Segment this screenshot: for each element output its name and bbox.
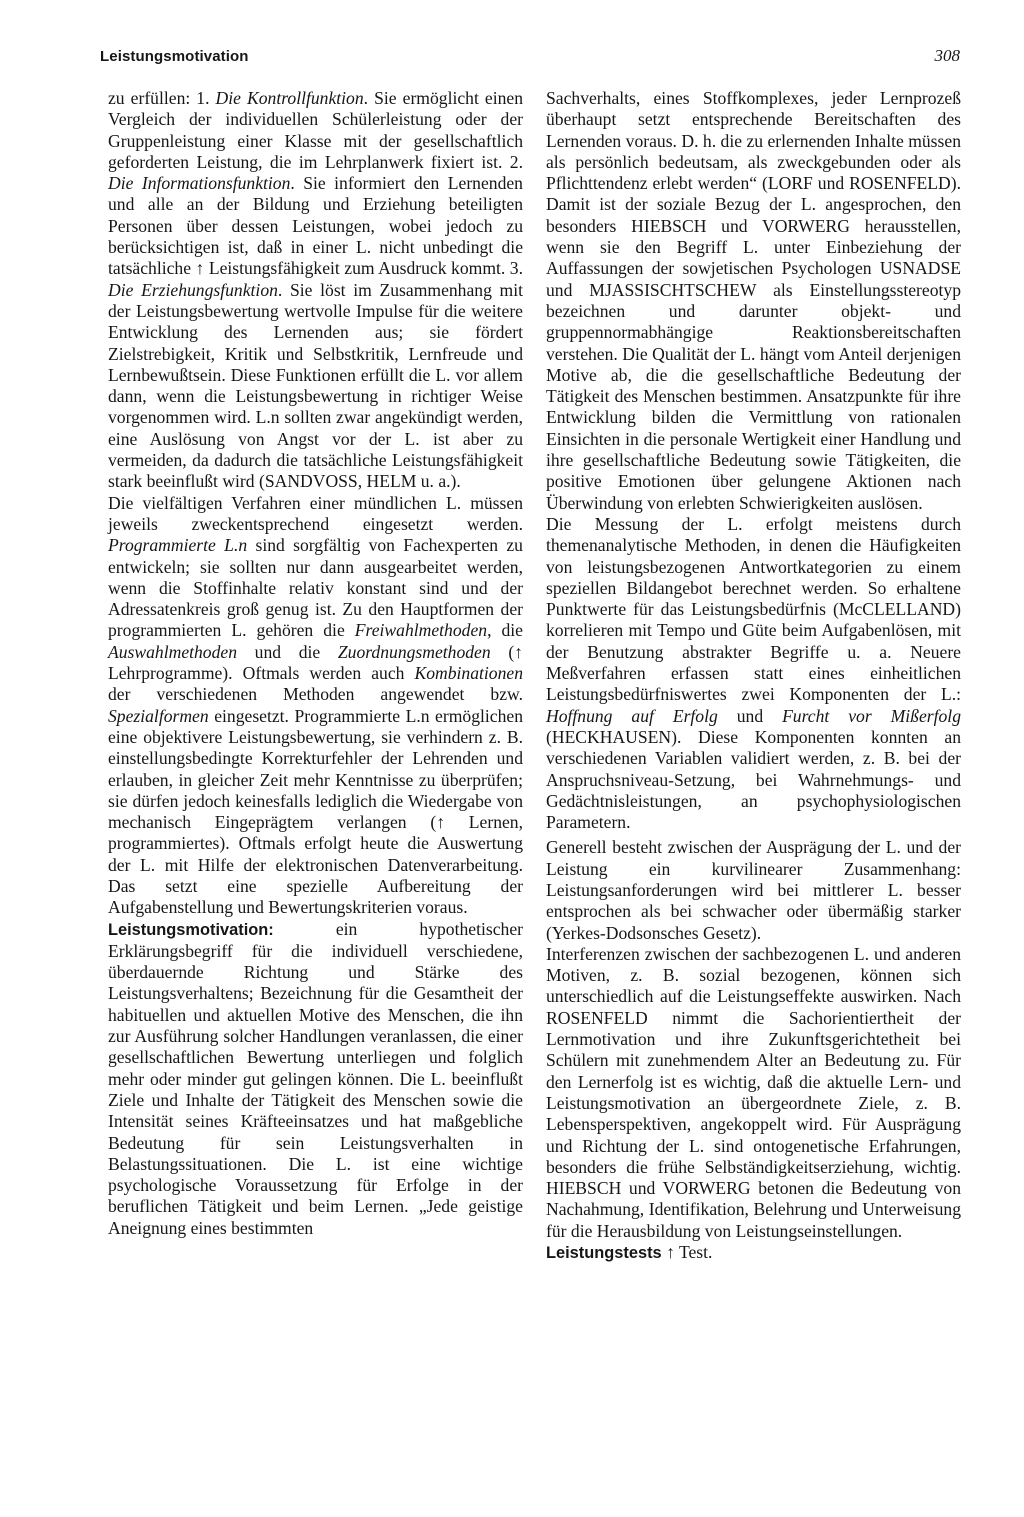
paragraph: Sachverhalts, eines Stoffkomplexes, jeder Lernprozeß überhaupt setzt entsprechende Bereitschaften des Lernenden voraus. D. h. die zu erlernenden Inhalte müssen als persönlich bedeutsam, als zweckgebunden oder als Pflichttendenz erlebt werden“ (LORF und ROSENFELD). Damit ist der soziale Bezug der L. angesprochen, den besonders HIEBSCH und VORWERG herausstellen, wenn sie den Begriff L. unter Einbeziehung der Auffassungen der sowjetischen Psychologen USNADSE und MJASSISCHTSCHEW als Einstellungsstereotyp bezeichnen und darunter objekt- und gruppennormabhängige Reaktionsbereitschaften verstehen. Die Qualität der L. hängt vom Anteil derjenigen Motive ab, die die gesellschaftliche Bedeutung der Tätigkeit des Menschen bestimmen. Ansatzpunkte für ihre Entwicklung bilden die Vermittlung von rationalen Einsichten in die personale Wertigkeit einer Handlung und ihre gesellschaftliche Bedeutung sowie Tätigkeiten, die positive Emotionen über gelungene Aktionen nach Überwindung von erlebten Schwierigkeiten auslösen.	[546, 88, 961, 513]
right-column	[546, 88, 961, 1264]
page-number: 308	[934, 46, 960, 65]
left-column	[108, 88, 523, 1239]
paragraph: Die Messung der L. erfolgt meistens durch themenanalytische Methoden, in denen die Häufigkeiten von leistungsbezogenen Antwortkategorien zu einem speziellen Bildangebot berechnet werden. So erhaltene Punktwerte für das Leistungsbedürfnis (McCLELLAND) korrelieren mit Tempo und Güte beim Aufgabenlösen, mit der Benutzung abstrakter Begriffe u. a. Neuere Meßverfahren erfassen statt eines einheitlichen Leistungsbedürfniswertes zwei Komponenten der L.: Hoffnung auf Erfolg und Furcht vor Mißerfolg (HECKHAUSEN). Diese Komponenten konnten an verschiedenen Variablen validiert werden, z. B. bei der Anspruchsniveau-Setzung, bei Wahrnehmungs- und Gedächtnisleistungen, an psychophysiologischen Parametern.	[546, 513, 961, 833]
dictionary-entry: Leistungsmotivation: ein hypothetischer Erklärungsbegriff für die individuell verschiedene, überdauernde Richtung und Stärke des Leistungsverhaltens; Bezeichnung für die Gesamtheit der habituellen und aktuellen Motive des Menschen, die ihn zur Ausführung solcher Handlungen veranlassen, die einer gesellschaftlichen Bewertung unterliegen und folglich mehr oder minder gut gelingen können. Die L. beeinflußt Ziele und Inhalte der Tätigkeit des Menschen sowie die Intensität seines Kräfteeinsatzes und hat maßgebliche Bedeutung für sein Leistungsverhalten in Belastungssituationen. Die L. ist eine wichtige psychologische Voraussetzung für Erfolge in der beruflichen Tätigkeit und beim Lernen. „Jede geistige Aneignung eines bestimmten	[108, 918, 523, 1238]
cross-reference-entry: Leistungstests ↑ Test.	[546, 1242, 713, 1263]
paragraph: Interferenzen zwischen der sachbezogenen L. und anderen Motiven, z. B. sozial bezogenen, können sich unterschiedlich auf die Leistungseffekte auswirken. Nach ROSENFELD nimmt die Sachorientiertheit der Lernmotivation und ihre Zukunftsgerichtetheit bei Schülern mit zunehmendem Alter an Bedeutung zu. Für den Lernerfolg ist es wichtig, daß die aktuelle Lern- und Leistungsmotivation an übergeordnete Ziele, z. B. Lebensperspektiven, angekoppelt wird. Für Ausprägung und Richtung der L. sind ontogenetische Erfahrungen, besonders die frühe Selbständigkeitserziehung, wichtig. HIEBSCH und VORWERG betonen die Bedeutung von Nachahmung, Identifikation, Belehrung und Unterweisung für die Herausbildung von Leistungseinstellungen.	[546, 943, 961, 1241]
entry-term: Leistungsmotivation:	[108, 920, 274, 939]
paragraph: Generell besteht zwischen der Ausprägung der L. und der Leistung ein kurvilinearer Zusammenhang: Leistungsanforderungen wird bei mittlerer L. besser entsprochen als bei schwacher oder übermäßig starker (Yerkes-Dodsonsches Gesetz).	[546, 837, 961, 943]
running-head: Leistungsmotivation	[100, 48, 249, 65]
paragraph: zu erfüllen: 1. Die Kontrollfunktion. Sie ermöglicht einen Vergleich der individuellen Schülerleistung oder der Gruppenleistung einer Klasse mit der gesellschaftlich geforderten Leistung, die im Lehrplanwerk fixiert ist. 2. Die Informationsfunktion. Sie informiert den Lernenden und alle an der Bildung und Erziehung beteiligten Personen über dessen Leistungen, wobei jedoch zu berücksichtigen ist, daß in einer L. nicht unbedingt die tatsächliche ↑ Leistungsfähigkeit zum Ausdruck kommt. 3. Die Erziehungsfunktion. Sie löst im Zusammenhang mit der Leistungsbewertung wertvolle Impulse für die weitere Entwicklung des Lernenden aus; sie fördert Zielstrebigkeit, Kritik und Selbstkritik, Lernfreude und Lernbewußtsein. Diese Funktionen erfüllt die L. vor allem dann, wenn die Leistungsbewertung in richtiger Weise vorgenommen wird. L.n sollten zwar angekündigt werden, eine Auslösung von Angst vor der L. ist aber zu vermeiden, da dadurch die tatsächliche Leistungsfähigkeit stark beeinflußt wird (SANDVOSS, HELM u. a.).	[108, 88, 524, 492]
entry-term: Leistungstests	[546, 1244, 662, 1263]
paragraph: Die vielfältigen Verfahren einer mündlichen L. müssen jeweils zweckentsprechend eingesetzt werden. Programmierte L.n sind sorgfältig von Fachexperten zu entwickeln; sie sollten nur dann ausgearbeitet werden, wenn die Stoffinhalte relativ konstant sind und der Adressatenkreis groß genug ist. Zu den Hauptformen der programmierten L. gehören die Freiwahlmethoden, die Auswahlmethoden und die Zuordnungsmethoden (↑ Lehrprogramme). Oftmals werden auch Kombinationen der verschiedenen Methoden angewendet bzw. Spezialformen eingesetzt. Programmierte L.n ermöglichen eine objektivere Leistungsbewertung, sie verhindern z. B. einstellungsbedingte Korrekturfehler der Lehrenden und erlauben, in gleicher Zeit mehr Kenntnisse zu überprüfen; sie dürfen jedoch keinesfalls lediglich die Wiedergabe von mechanisch Eingeprägtem verlangen (↑ Lernen, programmiertes). Oftmals erfolgt heute die Auswertung der L. mit Hilfe der elektronischen Datenverarbeitung. Das setzt eine spezielle Aufbereitung der Aufgabenstellung und Bewertungskriterien voraus.	[108, 492, 523, 918]
